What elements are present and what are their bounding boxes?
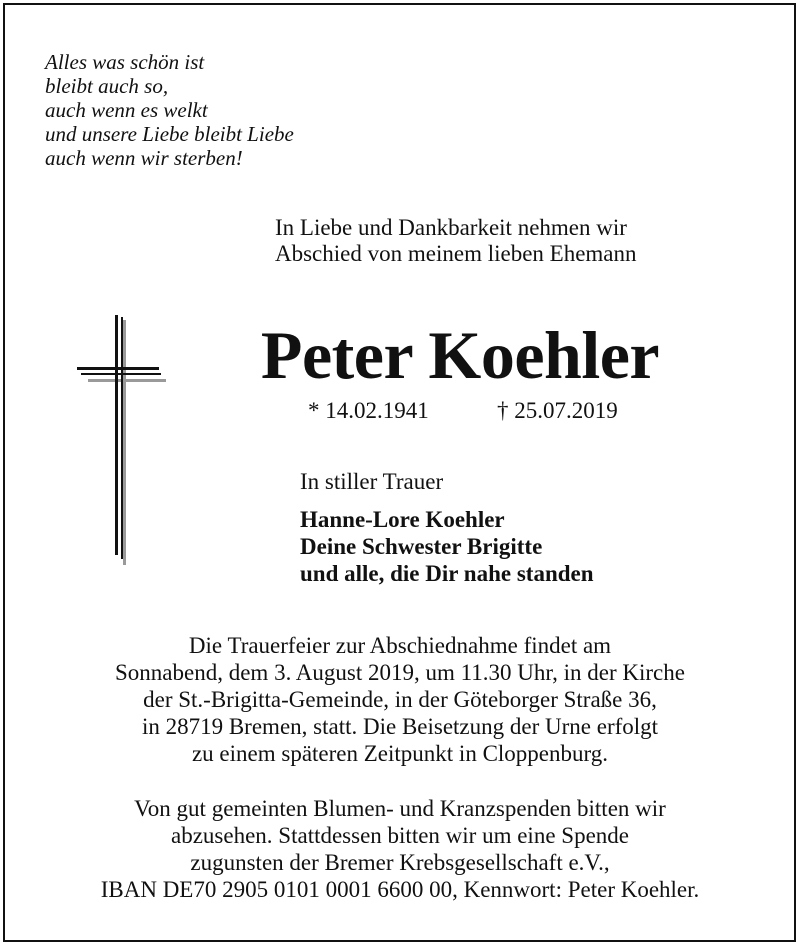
mourner-name: Deine Schwester Brigitte xyxy=(300,534,543,559)
poem-line: und unsere Liebe bleibt Liebe xyxy=(45,122,294,146)
mourner-name: und alle, die Dir nahe standen xyxy=(300,561,594,586)
intro-line: In Liebe und Dankbarkeit nehmen wir xyxy=(275,215,627,240)
deceased-name: Peter Koehler xyxy=(260,317,660,393)
ceremony-line: zu einem späteren Zeitpunkt in Cloppenburg. xyxy=(191,741,609,766)
death-date: † 25.07.2019 xyxy=(497,398,618,423)
intro-text xyxy=(275,215,637,267)
donation-line: abzusehen. Stattdessen bitten wir um eine Spende xyxy=(171,823,629,848)
ceremony-line: Sonnabend, dem 3. August 2019, um 11.30 Uhr, in der Kirche xyxy=(115,660,685,685)
donation-line: IBAN DE70 2905 0101 0001 6600 00, Kennwort: Peter Koehler. xyxy=(100,877,700,902)
poem-line: Alles was schön ist xyxy=(45,50,205,74)
ceremony-line: Die Trauerfeier zur Abschiednahme findet am xyxy=(188,633,612,658)
ceremony-line: der St.-Brigitta-Gemeinde, in der Göteborger Straße 36, xyxy=(143,687,657,712)
poem-line: auch wenn es welkt xyxy=(45,98,208,122)
mourners-list xyxy=(300,506,594,587)
donation-line: Von gut gemeinten Blumen- und Kranzspenden bitten wir xyxy=(134,796,666,821)
donation-paragraph xyxy=(0,795,800,903)
donation-line: zugunsten der Bremer Krebsgesellschaft e.V., xyxy=(190,850,610,875)
poem xyxy=(45,50,294,170)
mourning-heading: In stiller Trauer xyxy=(300,469,444,494)
birth-date: * 14.02.1941 xyxy=(308,398,429,423)
ceremony-paragraph xyxy=(0,632,800,767)
poem-line: auch wenn wir sterben! xyxy=(45,146,243,170)
ceremony-line: in 28719 Bremen, statt. Die Beisetzung der Urne erfolgt xyxy=(141,714,659,739)
intro-line: Abschied von meinem lieben Ehemann xyxy=(275,241,637,266)
poem-line: bleibt auch so, xyxy=(45,74,169,98)
mourner-name: Hanne-Lore Koehler xyxy=(300,507,505,532)
